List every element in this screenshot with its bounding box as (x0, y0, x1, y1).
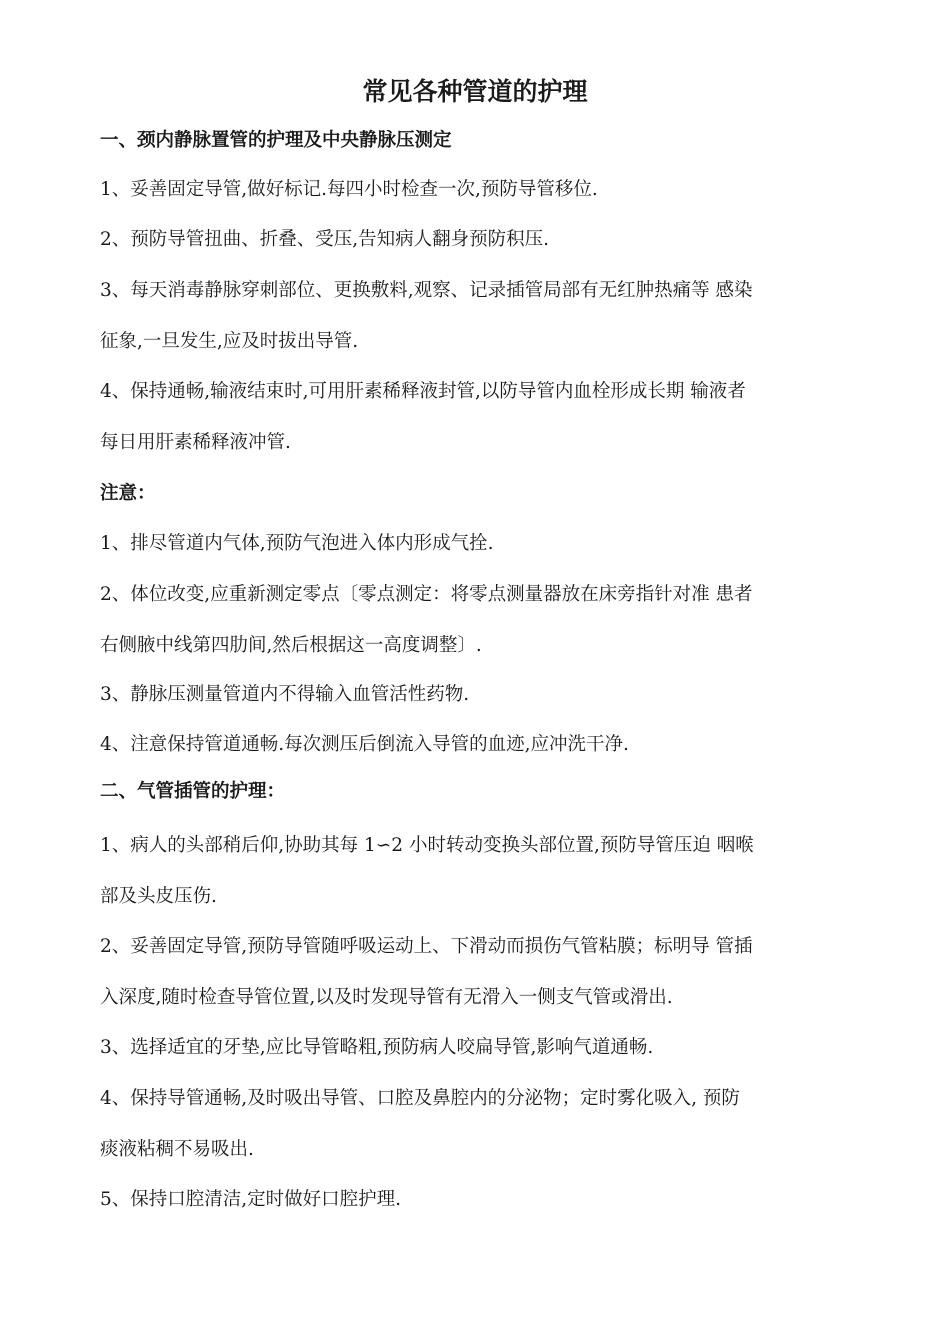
paragraph-line: 3、每天消毒静脉穿刺部位、更换敷料,观察、记录插管局部有无红肿热痛等 感染 (100, 280, 753, 301)
paragraph-line: 征象,一旦发生,应及时拔出导管. (100, 331, 359, 352)
paragraph-line: 3、选择适宜的牙垫,应比导管略粗,预防病人咬扁导管,影响气道通畅. (100, 1037, 654, 1058)
paragraph-line: 4、注意保持管道通畅.每次测压后倒流入导管的血迹,应冲洗干净. (100, 734, 629, 755)
paragraph-line: 2、预防导管扭曲、折叠、受压,告知病人翻身预防积压. (100, 229, 550, 250)
section2-item-4 (100, 1073, 860, 1175)
paragraph-line: 痰液粘稠不易吸出. (100, 1139, 254, 1160)
notes-item-1 (100, 518, 860, 569)
section-heading-tracheal-intubation: 二、气管插管的护理： (100, 781, 286, 802)
notes-item-3 (100, 669, 860, 720)
paragraph-line: 3、静脉压测量管道内不得输入血管活性药物. (100, 684, 470, 705)
section2-item-2 (100, 921, 860, 1023)
paragraph-line: 2、妥善固定导管,预防导管随呼吸运动上、下滑动而损伤气管粘膜；标明导 管插 (100, 936, 753, 957)
section1-item-4 (100, 366, 860, 468)
section1-item-2 (100, 214, 860, 265)
section2-item-5 (100, 1174, 860, 1225)
section1-item-3 (100, 265, 860, 367)
paragraph-line: 右侧腋中线第四肋间,然后根据这一高度调整〕. (100, 635, 482, 656)
paragraph-line: 4、保持导管通畅,及时吸出导管、口腔及鼻腔内的分泌物；定时雾化吸入, 预防 (100, 1088, 740, 1109)
section2-item-1 (100, 820, 860, 922)
paragraph-line: 入深度,随时检查导管位置,以及时发现导管有无滑入一侧支气管或滑出. (100, 987, 673, 1008)
section1-item-1 (100, 164, 860, 215)
paragraph-line: 1、排尽管道内气体,预防气泡进入体内形成气拴. (100, 533, 494, 554)
paragraph-line: 2、体位改变,应重新测定零点〔零点测定：将零点测量器放在床旁指针对准 患者 (100, 584, 753, 605)
section2-item-3 (100, 1022, 860, 1073)
paragraph-line: 1、妥善固定导管,做好标记.每四小时检查一次,预防导管移位. (100, 179, 598, 200)
paragraph-line: 4、保持通畅,输液结束时,可用肝素稀释液封管,以防导管内血栓形成长期 输液者 (100, 381, 746, 402)
section-heading-jugular-catheter: 一、颈内静脉置管的护理及中央静脉压测定 (100, 130, 452, 151)
paragraph-line: 部及头皮压伤. (100, 886, 217, 907)
notes-item-4 (100, 719, 860, 770)
paragraph-line: 5、保持口腔清洁,定时做好口腔护理. (100, 1189, 402, 1210)
notes-heading: 注意： (100, 483, 156, 504)
paragraph-line: 每日用肝素稀释液冲管. (100, 432, 291, 453)
paragraph-line: 1、病人的头部稍后仰,协助其每 1∽2 小时转动变换头部位置,预防导管压迫 咽喉 (100, 835, 754, 856)
page-title: 常见各种管道的护理 (362, 77, 588, 106)
notes-item-2 (100, 569, 860, 671)
